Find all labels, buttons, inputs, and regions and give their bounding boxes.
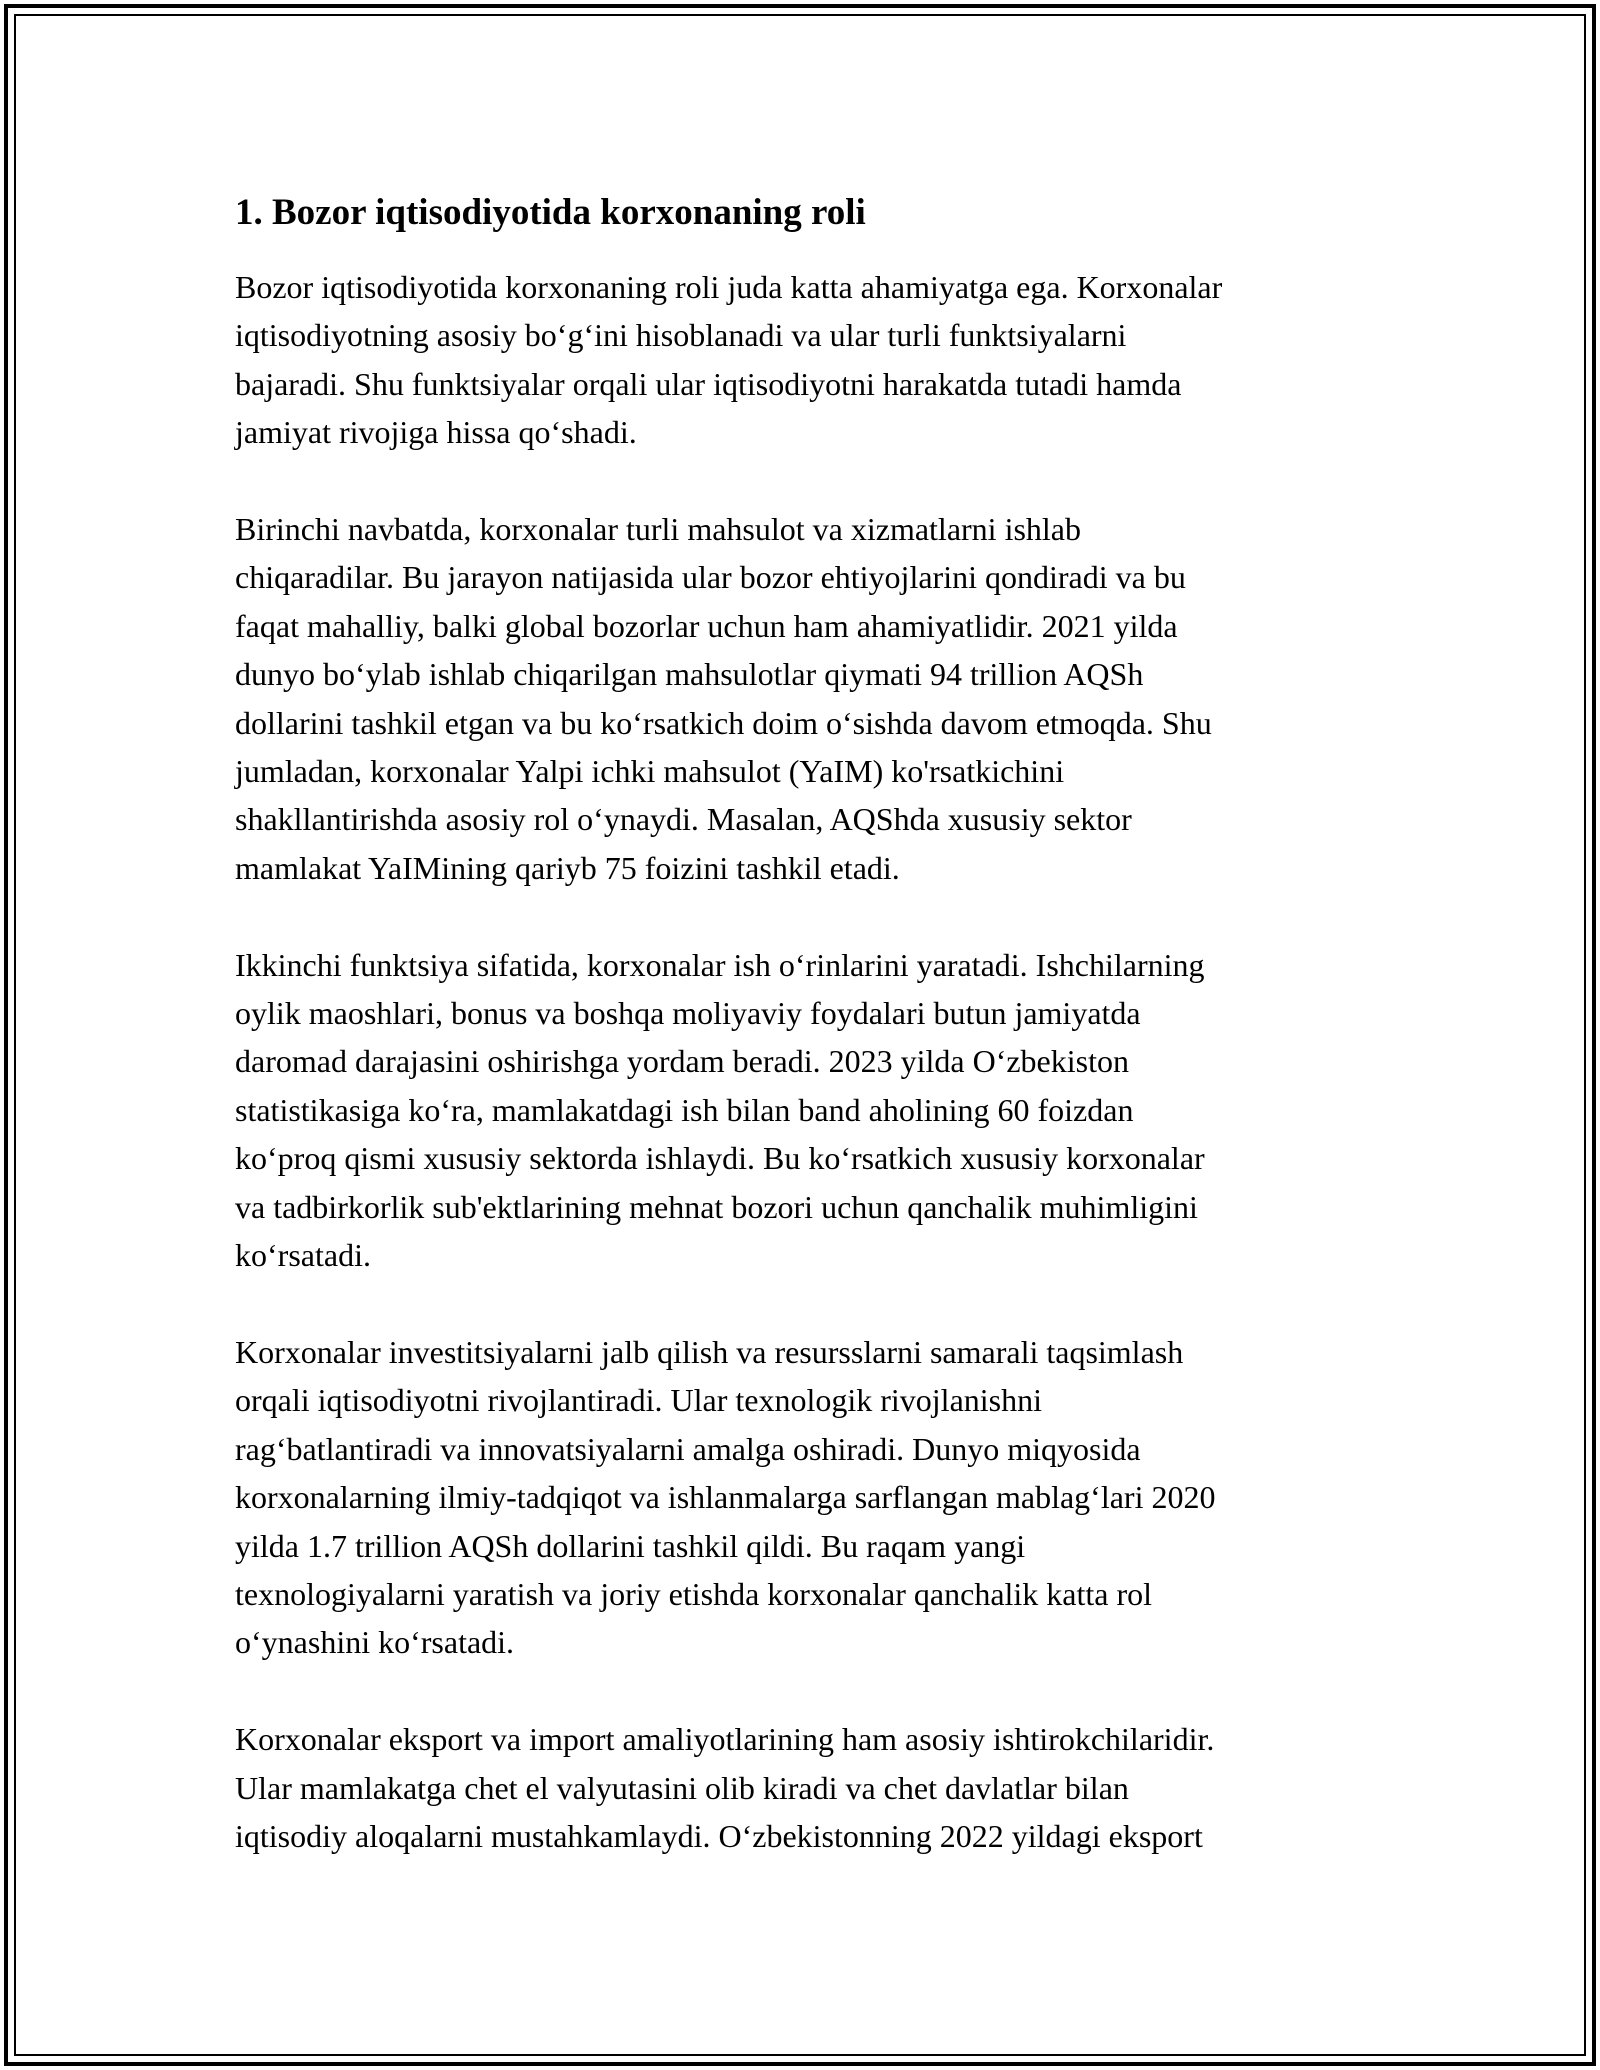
paragraph-1 <box>235 263 1375 457</box>
text-line: Korxonalar eksport va import amaliyotlarining ham asosiy ishtirokchilaridir. <box>235 1721 1215 1758</box>
paragraph-4 <box>235 1328 1375 1667</box>
text-line: Korxonalar investitsiyalarni jalb qilish va resursslarni samarali taqsimlash <box>235 1333 1184 1370</box>
text-line: ko‘proq qismi xususiy sektorda ishlaydi. Bu ko‘rsatkich xususiy korxonalar <box>235 1140 1205 1177</box>
text-line: rag‘batlantiradi va innovatsiyalarni amalga oshiradi. Dunyo miqyosida <box>235 1430 1141 1467</box>
paragraph-5 <box>235 1715 1375 1860</box>
text-line: oylik maoshlari, bonus va boshqa moliyaviy foydalari butun jamiyatda <box>235 995 1141 1032</box>
text-line: daromad darajasini oshirishga yordam beradi. 2023 yilda O‘zbekiston <box>235 1043 1129 1080</box>
text-line: yilda 1.7 trillion AQSh dollarini tashkil qildi. Bu raqam yangi <box>235 1527 1026 1564</box>
text-line: mamlakat YaIMining qariyb 75 foizini tashkil etadi. <box>235 849 900 886</box>
text-line: orqali iqtisodiyotni rivojlantiradi. Ular texnologik rivojlanishni <box>235 1382 1042 1419</box>
text-line: shakllantirishda asosiy rol o‘ynaydi. Masalan, AQShda xususiy sektor <box>235 801 1132 838</box>
text-line: dunyo bo‘ylab ishlab chiqarilgan mahsulotlar qiymati 94 trillion AQSh <box>235 656 1144 693</box>
text-line: korxonalarning ilmiy-tadqiqot va ishlanmalarga sarflangan mablag‘lari 2020 <box>235 1479 1216 1516</box>
paragraph-3 <box>235 941 1375 1280</box>
text-line: texnologiyalarni yaratish va joriy etishda korxonalar qanchalik katta rol <box>235 1575 1153 1612</box>
text-line: faqat mahalliy, balki global bozorlar uchun ham ahamiyatlidir. 2021 yilda <box>235 607 1178 644</box>
document-page <box>235 183 1375 1909</box>
text-line: bajaradi. Shu funktsiyalar orqali ular iqtisodiyotni harakatda tutadi hamda <box>235 365 1182 402</box>
text-line: iqtisodiyotning asosiy bo‘g‘ini hisoblanadi va ular turli funktsiyalarni <box>235 317 1127 354</box>
text-line: statistikasiga ko‘ra, mamlakatdagi ish bilan band aholining 60 foizdan <box>235 1091 1134 1128</box>
text-line: Birinchi navbatda, korxonalar turli mahsulot va xizmatlarni ishlab <box>235 511 1081 548</box>
text-line: jumladan, korxonalar Yalpi ichki mahsulot (YaIM) ko'rsatkichini <box>235 753 1065 790</box>
text-line: Ular mamlakatga chet el valyutasini olib kiradi va chet davlatlar bilan <box>235 1769 1129 1806</box>
text-line: Ikkinchi funktsiya sifatida, korxonalar ish o‘rinlarini yaratadi. Ishchilarning <box>235 946 1205 983</box>
section-heading: 1. Bozor iqtisodiyotida korxonaning roli <box>235 192 866 233</box>
paragraph-2 <box>235 505 1375 892</box>
text-line: jamiyat rivojiga hissa qo‘shadi. <box>235 414 637 451</box>
text-line: o‘ynashini ko‘rsatadi. <box>235 1624 515 1661</box>
text-line: ko‘rsatadi. <box>235 1237 371 1274</box>
text-line: dollarini tashkil etgan va bu ko‘rsatkich doim o‘sishda davom etmoqda. Shu <box>235 704 1212 741</box>
text-line: va tadbirkorlik sub'ektlarining mehnat bozori uchun qanchalik muhimligini <box>235 1188 1198 1225</box>
text-line: chiqaradilar. Bu jarayon natijasida ular bozor ehtiyojlarini qondiradi va bu <box>235 559 1186 596</box>
text-line: Bozor iqtisodiyotida korxonaning roli juda katta ahamiyatga ega. Korxonalar <box>235 269 1223 305</box>
text-line: iqtisodiy aloqalarni mustahkamlaydi. O‘zbekistonning 2022 yildagi eksport <box>235 1817 1203 1854</box>
